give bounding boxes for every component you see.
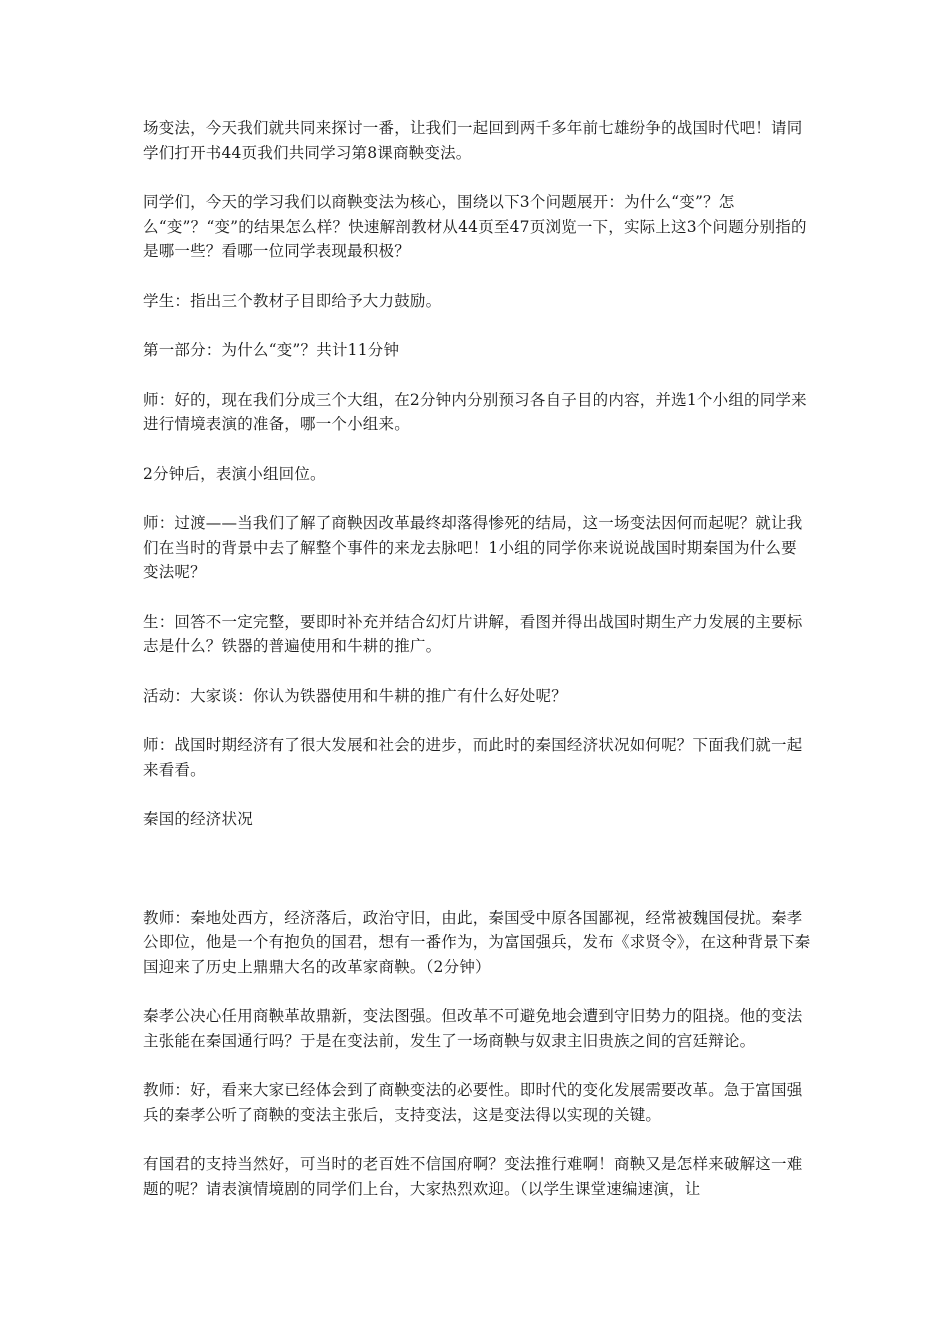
paragraph-student-response: 学生：指出三个教材子目即给予大力鼓励。 <box>143 291 442 310</box>
document-body <box>143 116 811 1201</box>
paragraph-teacher-economy: 师：战国时期经济有了很大发展和社会的进步，而此时的秦国经济状况如何呢？下面我们就一起来看看。 <box>143 736 803 779</box>
paragraph-reform-debate: 秦孝公决心任用商鞅革故鼎新，变法图强。但改革不可避免地会遭到守旧势力的阻挠。他的变法主张能在秦国通行吗？于是在变法前，发生了一场商鞅与奴隶主旧贵族之间的宫廷辩论。 <box>143 1007 803 1050</box>
paragraph-group-preview: 师：好的，现在我们分成三个大组，在2分钟内分别预习各自子目的内容，并选1个小组的同学来进行情境表演的准备，哪一个小组来。 <box>143 390 807 433</box>
section-heading-part-one: 第一部分：为什么“变”？共计11分钟 <box>143 341 400 359</box>
paragraph-activity: 活动：大家谈：你认为铁器使用和牛耕的推广有什么好处呢？ <box>143 686 567 705</box>
paragraph-drama-intro: 有国君的支持当然好，可当时的老百姓不信国府啊？变法推行难啊！商鞅又是怎样来破解这一难题的呢？请表演情境剧的同学们上台，大家热烈欢迎。（以学生课堂速编速演，让 <box>143 1155 803 1198</box>
paragraph-groups-return: 2分钟后，表演小组回位。 <box>143 464 326 483</box>
paragraph-transition: 师：过渡——当我们了解了商鞅因改革最终却落得惨死的结局，这一场变法因何而起呢？就让我们在当时的背景中去了解整个事件的来龙去脉吧！1小组的同学你来说说战国时期秦国为什么要变法呢？ <box>143 514 803 581</box>
paragraph-three-questions: 同学们，今天的学习我们以商鞅变法为核心，围绕以下3个问题展开：为什么“变”？怎么“变”？“变”的结果怎么样？快速解剖教材从44页至47页浏览一下，实际上这3个问题分别指的是哪一些？看哪一位同学表现最积极？ <box>143 193 807 260</box>
paragraph-student-answer: 生：回答不一定完整，要即时补充并结合幻灯片讲解，看图并得出战国时期生产力发展的主要标志是什么？铁器的普遍使用和牛耕的推广。 <box>143 612 803 655</box>
paragraph-teacher-necessity: 教师：好，看来大家已经体会到了商鞅变法的必要性。即时代的变化发展需要改革。急于富国强兵的秦孝公听了商鞅的变法主张后，支持变法，这是变法得以实现的关键。 <box>143 1081 803 1124</box>
subheading-qin-economy: 秦国的经济状况 <box>143 810 253 828</box>
paragraph-intro: 场变法，今天我们就共同来探讨一番，让我们一起回到两千多年前七雄纷争的战国时代吧！请同学们打开书44页我们共同学习第8课商鞅变法。 <box>143 119 803 162</box>
paragraph-teacher-qin-background: 教师：秦地处西方，经济落后，政治守旧，由此，秦国受中原各国鄙视，经常被魏国侵扰。秦孝公即位，他是一个有抱负的国君，想有一番作为，为富国强兵，发布《求贤令》，在这种背景下秦国迎来了历史上鼎鼎大名的改革家商鞅。（2分钟） <box>143 908 811 976</box>
